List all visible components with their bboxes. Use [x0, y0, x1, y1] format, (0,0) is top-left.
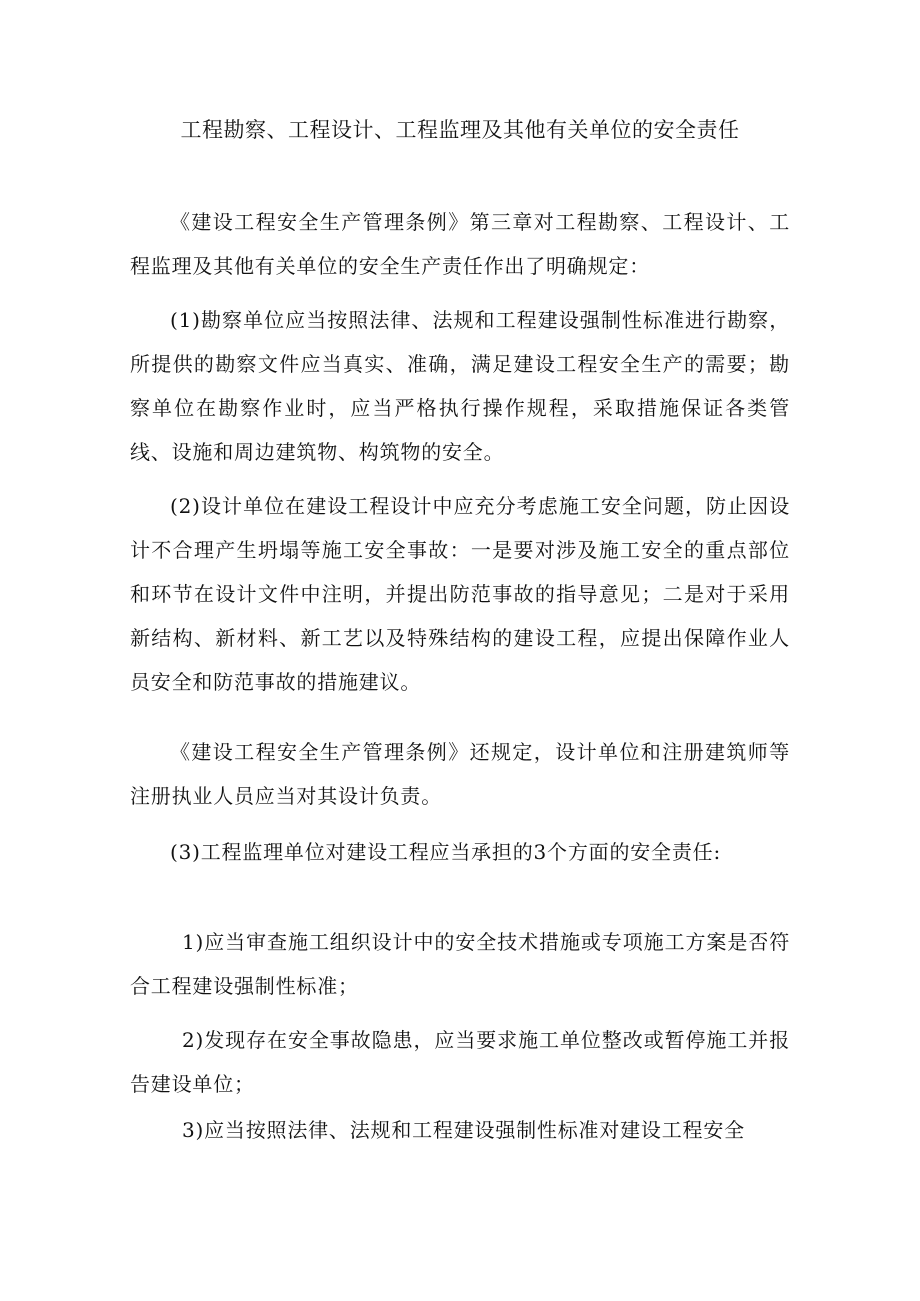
paragraph-subitem-2: 2)发现存在安全事故隐患，应当要求施工单位整改或暂停施工并报告建设单位；: [130, 1028, 790, 1096]
paragraph-item-3: (3)工程监理单位对建设工程应当承担的3个方面的安全责任:: [170, 840, 721, 864]
paragraph-subitem-3: 3)应当按照法律、法规和工程建设强制性标准对建设工程安全: [182, 1118, 745, 1142]
paragraph-item-2: (2)设计单位在建设工程设计中应充分考虑施工安全问题，防止因设计不合理产生坍塌等施工安全事故：一是要对涉及施工安全的重点部位和环节在设计文件中注明，并提出防范事故的指导意见；二是对于采用新结构、新材料、新工艺以及特殊结构的建设工程，应提出保障作业人员安全和防范事故的措施建议。: [130, 494, 790, 694]
paragraph-regulation-note: 《建设工程安全生产管理条例》还规定，设计单位和注册建筑师等注册执业人员应当对其设计负责。: [130, 740, 790, 808]
paragraph-intro: 《建设工程安全生产管理条例》第三章对工程勘察、工程设计、工程监理及其他有关单位的安全生产责任作出了明确规定：: [130, 210, 790, 278]
paragraph-subitem-1: 1)应当审查施工组织设计中的安全技术措施或专项施工方案是否符合工程建设强制性标准；: [130, 930, 790, 998]
paragraph-item-1: (1)勘察单位应当按照法律、法规和工程建设强制性标准进行勘察，所提供的勘察文件应当真实、准确，满足建设工程安全生产的需要；勘察单位在勘察作业时，应当严格执行操作规程，采取措施保证各类管线、设施和周边建筑物、构筑物的安全。: [130, 308, 790, 464]
document-title: 工程勘察、工程设计、工程监理及其他有关单位的安全责任: [180, 118, 740, 142]
